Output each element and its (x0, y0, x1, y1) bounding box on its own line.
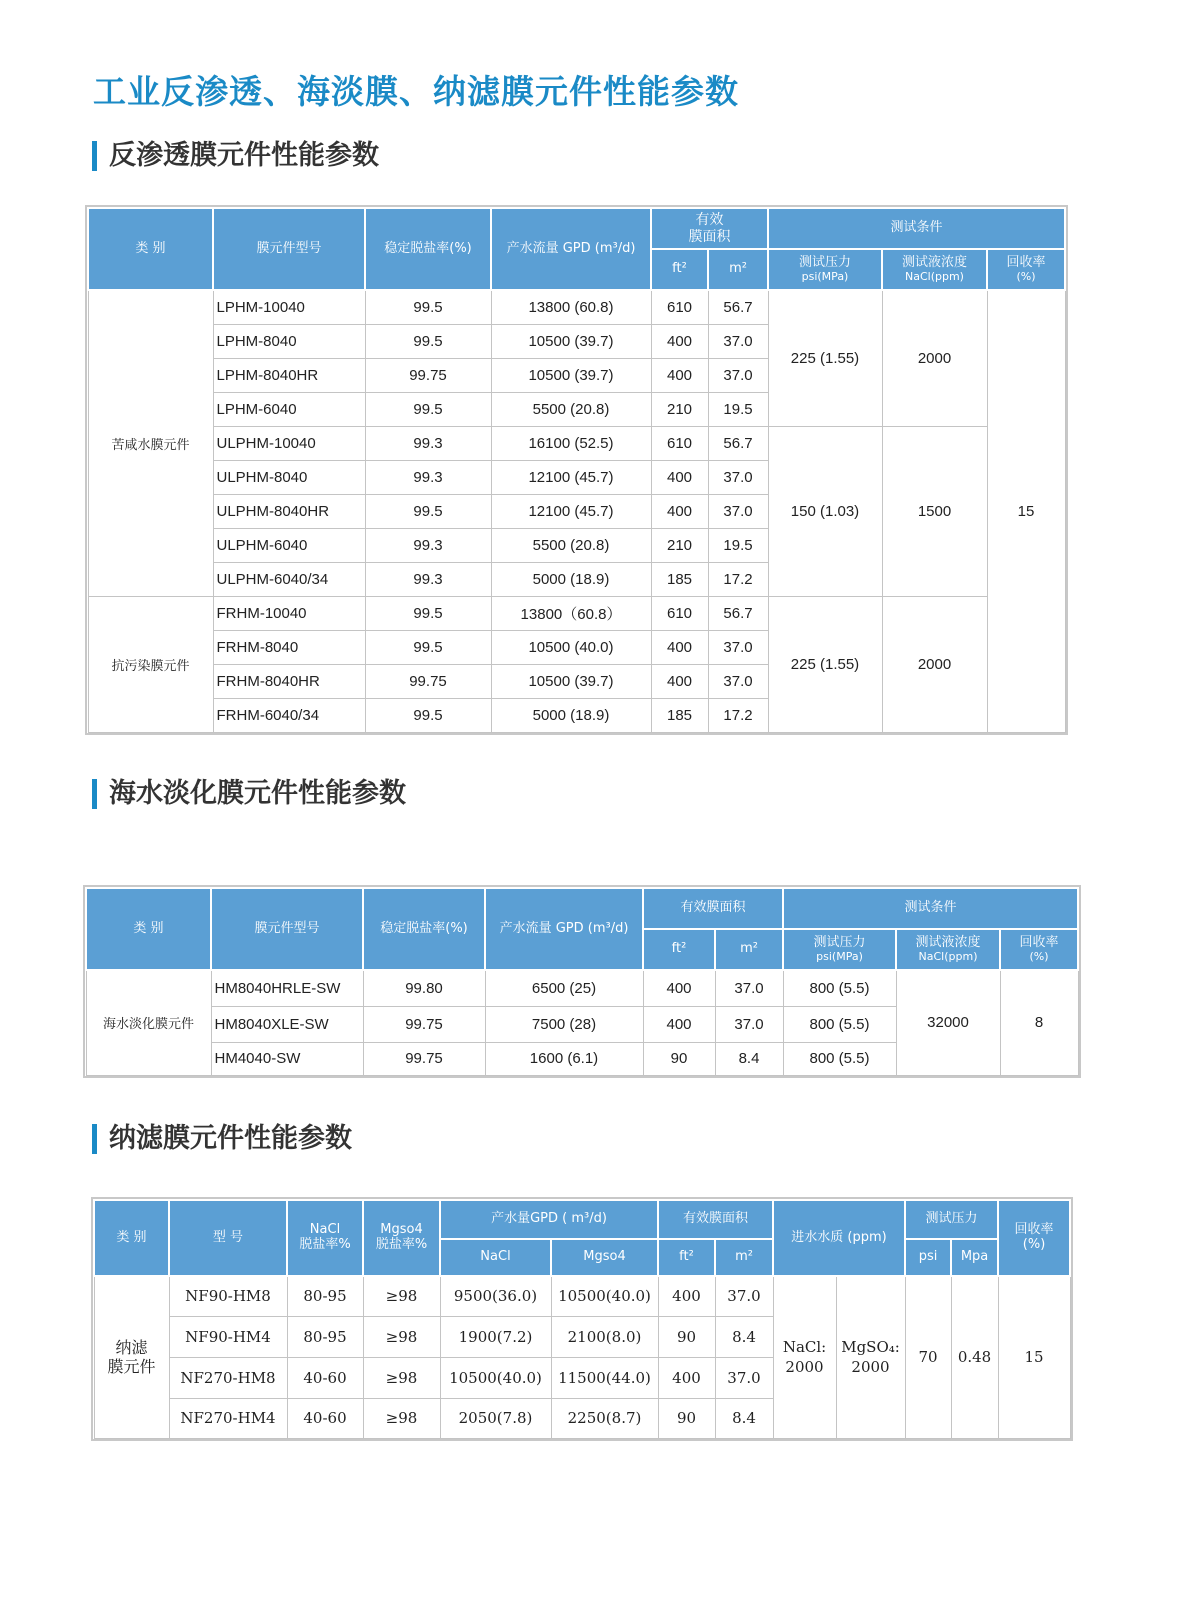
table-cell: 19.5 (708, 528, 768, 562)
table-cell: 56.7 (708, 290, 768, 324)
table-cell: 99.5 (365, 630, 491, 664)
table-cell: 37.0 (708, 630, 768, 664)
ro-header-area-ft: ft² (651, 249, 708, 290)
table-cell: 90 (658, 1316, 715, 1357)
sw-header-flow: 产水流量 GPD (m³/d) (485, 888, 643, 970)
ro-group-antifouling: 抗污染膜元件 (88, 596, 213, 732)
nf-header-area: 有效膜面积 (658, 1200, 773, 1239)
table-cell: 13800 (60.8) (491, 290, 651, 324)
section-title-nf: 纳滤膜元件性能参数 (92, 1124, 352, 1154)
table-cell: 37.0 (708, 664, 768, 698)
table-cell: 17.2 (708, 562, 768, 596)
table-cell: 400 (651, 324, 708, 358)
table-cell: ULPHM-10040 (213, 426, 365, 460)
sw-table-body (86, 970, 1078, 1075)
nf-header-flow-mgso4: Mgso4 (551, 1239, 658, 1276)
table-cell: LPHM-8040HR (213, 358, 365, 392)
table-cell: 1900(7.2) (440, 1316, 551, 1357)
table-cell: 99.5 (365, 494, 491, 528)
table-cell: 400 (658, 1276, 715, 1316)
table-cell: 5000 (18.9) (491, 698, 651, 732)
table-cell: 99.75 (363, 1042, 485, 1075)
page-title: 工业反渗透、海淡膜、纳滤膜元件性能参数 (93, 72, 739, 111)
table-cell: 99.5 (365, 290, 491, 324)
table-cell: HM4040-SW (211, 1042, 363, 1075)
sw-header-model: 膜元件型号 (211, 888, 363, 970)
table-cell: FRHM-6040/34 (213, 698, 365, 732)
ro-cond-pressure-3: 225 (1.55) (768, 596, 882, 732)
table-cell: ULPHM-6040/34 (213, 562, 365, 596)
table-cell: ≥98 (363, 1316, 440, 1357)
nf-mpa: 0.48 (951, 1276, 998, 1438)
nf-header-mpa: Mpa (951, 1239, 998, 1276)
ro-group-brackish: 苦咸水膜元件 (88, 290, 213, 596)
table-cell: 99.75 (363, 1006, 485, 1042)
table-cell: 19.5 (708, 392, 768, 426)
nf-header-recovery: 回收率 (%) (998, 1200, 1070, 1276)
table-cell: 2100(8.0) (551, 1316, 658, 1357)
table-cell: LPHM-8040 (213, 324, 365, 358)
nf-header-area-ft: ft² (658, 1239, 715, 1276)
table-cell: 610 (651, 426, 708, 460)
table-cell: 10500(40.0) (440, 1357, 551, 1398)
table-cell: 10500 (40.0) (491, 630, 651, 664)
table-cell: 10500 (39.7) (491, 664, 651, 698)
table-cell: 400 (643, 1006, 715, 1042)
table-cell: 99.3 (365, 562, 491, 596)
ro-header-area: 有效 膜面积 (651, 208, 768, 249)
table-cell: 99.5 (365, 392, 491, 426)
table-cell: 185 (651, 698, 708, 732)
sw-header-area: 有效膜面积 (643, 888, 783, 929)
sw-conc: 32000 (896, 970, 1000, 1075)
table-cell: HM8040XLE-SW (211, 1006, 363, 1042)
sw-performance-table (85, 887, 1079, 1076)
table-cell: NF270-HM4 (169, 1398, 287, 1438)
nf-table-body (94, 1276, 1070, 1438)
table-cell: 8.4 (715, 1042, 783, 1075)
table-cell: 37.0 (715, 1357, 773, 1398)
table-cell: 10500 (39.7) (491, 358, 651, 392)
sw-header-rejection: 稳定脱盐率(%) (363, 888, 485, 970)
ro-header-category: 类 别 (88, 208, 213, 290)
nf-header-psi: psi (905, 1239, 951, 1276)
sw-group: 海水淡化膜元件 (86, 970, 211, 1075)
sw-header-test: 测试条件 (783, 888, 1078, 929)
table-cell: FRHM-10040 (213, 596, 365, 630)
nf-header-area-m: m² (715, 1239, 773, 1276)
table-cell: 400 (651, 664, 708, 698)
table-cell: 400 (643, 970, 715, 1006)
table-cell: ≥98 (363, 1357, 440, 1398)
table-cell: 210 (651, 392, 708, 426)
table-cell: 99.5 (365, 596, 491, 630)
table-cell: 12100 (45.7) (491, 494, 651, 528)
table-cell: NF90-HM4 (169, 1316, 287, 1357)
table-cell: 90 (658, 1398, 715, 1438)
table-cell: 610 (651, 290, 708, 324)
sw-header-category: 类 别 (86, 888, 211, 970)
table-cell: 12100 (45.7) (491, 460, 651, 494)
table-cell: 5000 (18.9) (491, 562, 651, 596)
table-cell: 800 (5.5) (783, 1042, 896, 1075)
section-title-ro: 反渗透膜元件性能参数 (92, 141, 379, 171)
table-cell: ≥98 (363, 1398, 440, 1438)
table-cell: 8.4 (715, 1398, 773, 1438)
ro-cond-conc-1: 2000 (882, 290, 987, 426)
table-cell: 7500 (28) (485, 1006, 643, 1042)
nf-psi: 70 (905, 1276, 951, 1438)
nf-feed-nacl: NaCl: 2000 (773, 1276, 836, 1438)
table-cell: 37.0 (708, 494, 768, 528)
table-cell: 37.0 (715, 1276, 773, 1316)
table-cell: 17.2 (708, 698, 768, 732)
table-cell: 400 (658, 1357, 715, 1398)
ro-cond-pressure-2: 150 (1.03) (768, 426, 882, 596)
table-cell: 185 (651, 562, 708, 596)
table-cell: 5500 (20.8) (491, 528, 651, 562)
table-cell: 2250(8.7) (551, 1398, 658, 1438)
table-cell: 37.0 (715, 1006, 783, 1042)
nf-header-mgso4-rejection: Mgso4 脱盐率% (363, 1200, 440, 1276)
table-cell: 11500(44.0) (551, 1357, 658, 1398)
ro-header-test: 测试条件 (768, 208, 1065, 249)
nf-recovery: 15 (998, 1276, 1070, 1438)
section-title-sw: 海水淡化膜元件性能参数 (92, 779, 406, 809)
table-cell: 99.5 (365, 698, 491, 732)
nf-performance-table (93, 1199, 1071, 1439)
nf-header-category: 类 别 (94, 1200, 169, 1276)
table-cell: 37.0 (708, 324, 768, 358)
ro-header-model: 膜元件型号 (213, 208, 365, 290)
table-cell: ≥98 (363, 1276, 440, 1316)
table-cell: 10500 (39.7) (491, 324, 651, 358)
nf-feed-mgso4: MgSO₄: 2000 (836, 1276, 905, 1438)
sw-header-recovery: 回收率 (%) (1000, 929, 1078, 970)
nf-header-flow-nacl: NaCl (440, 1239, 551, 1276)
table-cell: 99.5 (365, 324, 491, 358)
ro-header-conc: 测试液浓度 NaCl(ppm) (882, 249, 987, 290)
table-cell: 6500 (25) (485, 970, 643, 1006)
table-cell: 40-60 (287, 1357, 363, 1398)
table-cell: 400 (651, 630, 708, 664)
table-cell: 1600 (6.1) (485, 1042, 643, 1075)
table-cell: ULPHM-8040 (213, 460, 365, 494)
table-cell: 37.0 (715, 970, 783, 1006)
table-cell: 210 (651, 528, 708, 562)
table-cell: 9500(36.0) (440, 1276, 551, 1316)
table-cell: 99.80 (363, 970, 485, 1006)
ro-cond-conc-3: 2000 (882, 596, 987, 732)
table-cell: 99.3 (365, 460, 491, 494)
nf-header-model: 型 号 (169, 1200, 287, 1276)
table-cell: 80-95 (287, 1316, 363, 1357)
table-cell: 610 (651, 596, 708, 630)
table-cell: 37.0 (708, 358, 768, 392)
table-cell: 37.0 (708, 460, 768, 494)
table-cell: 99.3 (365, 426, 491, 460)
table-cell: 8.4 (715, 1316, 773, 1357)
table-cell: 99.75 (365, 664, 491, 698)
nf-group: 纳滤 膜元件 (94, 1276, 169, 1438)
table-cell: ULPHM-8040HR (213, 494, 365, 528)
table-cell: 800 (5.5) (783, 1006, 896, 1042)
table-cell: 90 (643, 1042, 715, 1075)
table-cell: 2050(7.8) (440, 1398, 551, 1438)
table-cell: 800 (5.5) (783, 970, 896, 1006)
nf-header-nacl-rejection: NaCl 脱盐率% (287, 1200, 363, 1276)
sw-recovery: 8 (1000, 970, 1078, 1075)
table-cell: 400 (651, 358, 708, 392)
table-cell: 56.7 (708, 426, 768, 460)
table-cell: FRHM-8040 (213, 630, 365, 664)
sw-header-area-m: m² (715, 929, 783, 970)
table-cell: 5500 (20.8) (491, 392, 651, 426)
table-cell: FRHM-8040HR (213, 664, 365, 698)
table-cell: ULPHM-6040 (213, 528, 365, 562)
sw-header-area-ft: ft² (643, 929, 715, 970)
ro-cond-conc-2: 1500 (882, 426, 987, 596)
ro-header-pressure: 测试压力 psi(MPa) (768, 249, 882, 290)
table-cell: 80-95 (287, 1276, 363, 1316)
table-cell: NF270-HM8 (169, 1357, 287, 1398)
ro-performance-table (87, 207, 1066, 733)
ro-recovery: 15 (987, 290, 1065, 732)
nf-header-flow: 产水量GPD ( m³/d) (440, 1200, 658, 1239)
table-cell: NF90-HM8 (169, 1276, 287, 1316)
table-cell: LPHM-10040 (213, 290, 365, 324)
table-cell: HM8040HRLE-SW (211, 970, 363, 1006)
table-cell: 13800（60.8） (491, 596, 651, 630)
table-cell: 56.7 (708, 596, 768, 630)
ro-header-area-m: m² (708, 249, 768, 290)
ro-header-recovery: 回收率 (%) (987, 249, 1065, 290)
ro-cond-pressure-1: 225 (1.55) (768, 290, 882, 426)
sw-header-pressure: 测试压力 psi(MPa) (783, 929, 896, 970)
ro-header-rejection: 稳定脱盐率(%) (365, 208, 491, 290)
ro-header-flow: 产水流量 GPD (m³/d) (491, 208, 651, 290)
table-cell: 16100 (52.5) (491, 426, 651, 460)
table-cell: 400 (651, 494, 708, 528)
table-cell: 10500(40.0) (551, 1276, 658, 1316)
table-cell: 99.75 (365, 358, 491, 392)
table-cell: 400 (651, 460, 708, 494)
table-cell: 99.3 (365, 528, 491, 562)
table-cell: 40-60 (287, 1398, 363, 1438)
nf-header-feed: 进水水质 (ppm) (773, 1200, 905, 1276)
sw-header-conc: 测试液浓度 NaCl(ppm) (896, 929, 1000, 970)
ro-table-body (88, 290, 1065, 732)
nf-header-pressure: 测试压力 (905, 1200, 998, 1239)
table-cell: LPHM-6040 (213, 392, 365, 426)
